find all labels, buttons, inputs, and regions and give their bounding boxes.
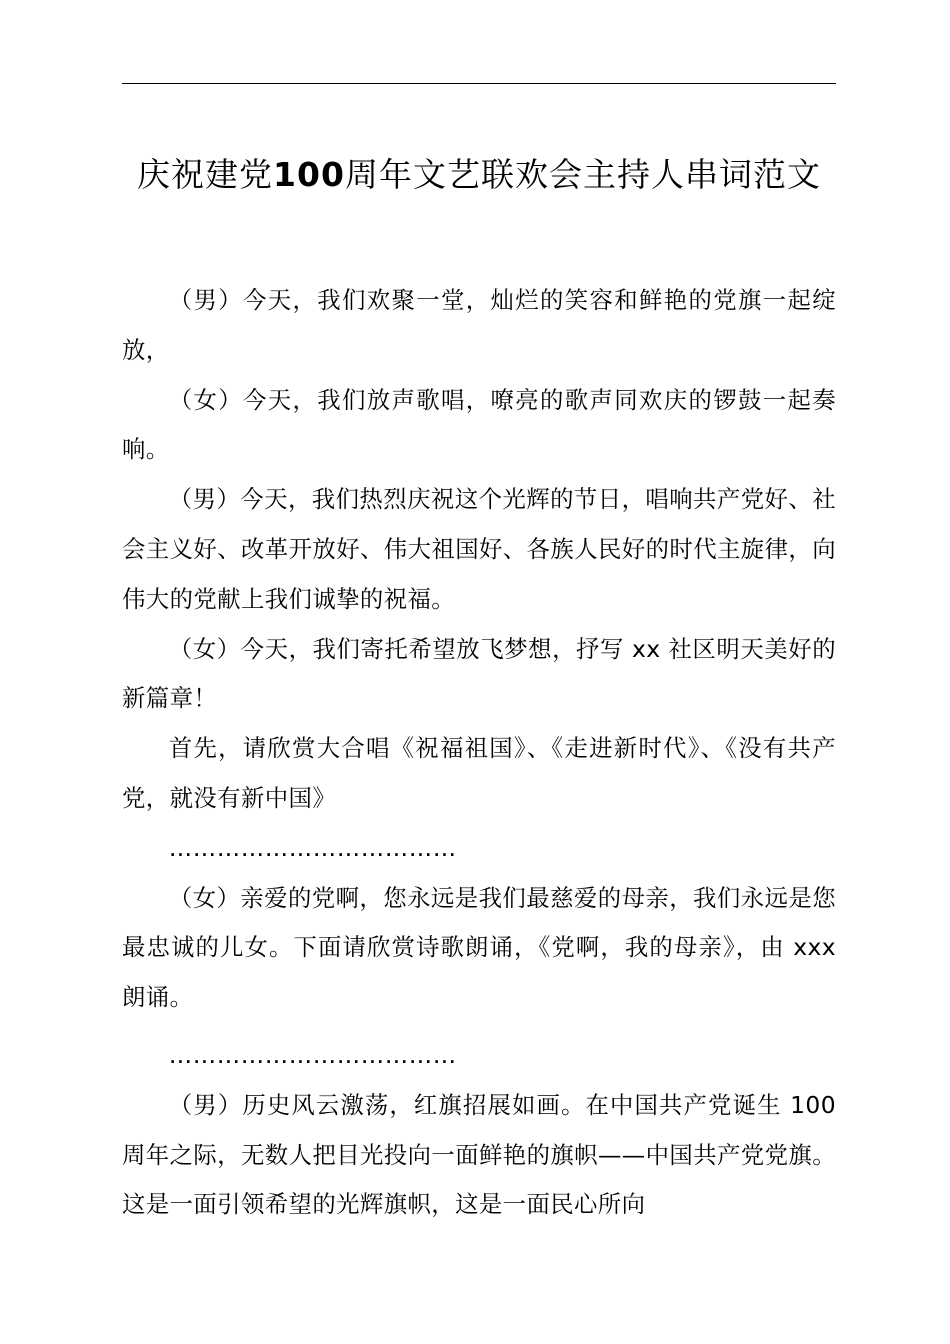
ellipsis-separator-1 bbox=[122, 824, 836, 874]
title-part-1: 庆祝建党 bbox=[137, 155, 274, 194]
paragraph-female-2: （女）今天，我们寄托希望放飞梦想，抒写 xx 社区明天美好的新篇章！ bbox=[122, 634, 836, 713]
document-title bbox=[122, 148, 836, 202]
title-number: 100 bbox=[273, 155, 345, 194]
ellipsis-1-text: ……………………………… bbox=[168, 833, 457, 862]
paragraph-male-1: （男）今天，我们欢聚一堂，灿烂的笑容和鲜艳的党旗一起绽放， bbox=[122, 286, 836, 364]
paragraph-female-3: （女）亲爱的党啊，您永远是我们最慈爱的母亲，我们永远是您最忠诚的儿女。下面请欣赏诗歌朗诵，《党啊，我的母亲》，由 xxx 朗诵。 bbox=[122, 883, 836, 1012]
ellipsis-2-text: ……………………………… bbox=[168, 1040, 457, 1069]
title-part-2: 周年文艺联欢会主持人串词范文 bbox=[344, 155, 821, 194]
spacer bbox=[122, 1023, 836, 1031]
paragraph-male-3: （男）历史风云激荡，红旗招展如画。在中国共产党诞生 100 周年之际，无数人把目光投向一面鲜艳的旗帜——中国共产党党旗。这是一面引领希望的光辉旗帜，这是一面民心所向 bbox=[122, 1090, 836, 1219]
ellipsis-separator-2 bbox=[122, 1031, 836, 1081]
paragraph-female-1: （女）今天，我们放声歌唱，嘹亮的歌声同欢庆的锣鼓一起奏响。 bbox=[122, 385, 836, 464]
header-rule bbox=[122, 83, 836, 84]
paragraph-male-2: （男）今天，我们热烈庆祝这个光辉的节日，唱响共产党好、社会主义好、改革开放好、伟大祖国好、各族人民好的时代主旋律，向伟大的党献上我们诚挚的祝福。 bbox=[122, 485, 836, 613]
document-body bbox=[122, 276, 836, 1230]
paragraph-intro-chorus: 首先，请欣赏大合唱《祝福祖国》、《走进新时代》、《没有共产党，就没有新中国》 bbox=[122, 734, 836, 812]
